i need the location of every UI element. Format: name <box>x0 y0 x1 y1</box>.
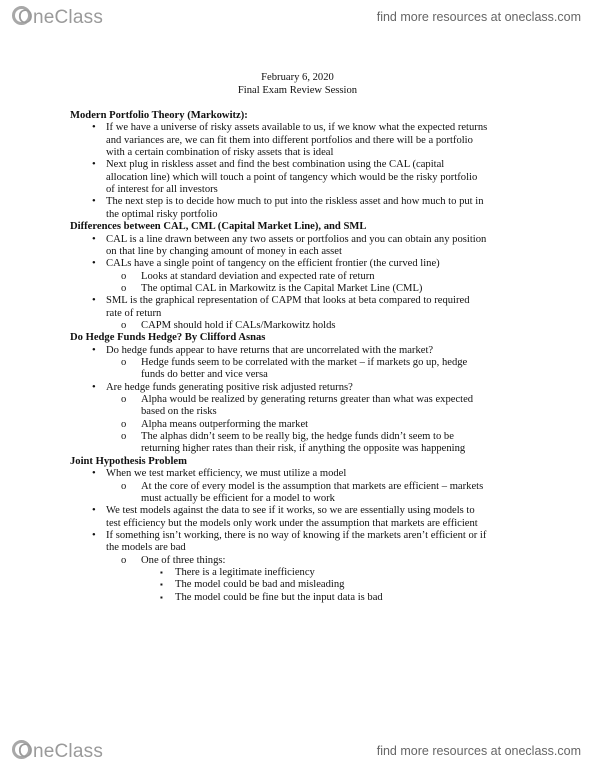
bullet-dot-icon: • <box>92 381 96 393</box>
bullet-dot-icon: • <box>92 159 96 171</box>
bullet-circle-icon: o <box>121 418 127 430</box>
list-item-line: Next plug in riskless asset and find the best combination using the CAL (capital <box>106 159 445 171</box>
doc-date: February 6, 2020 <box>261 72 334 83</box>
footer-oneclass-logo[interactable] <box>12 740 103 763</box>
bullet-square-icon: ▪ <box>160 567 163 577</box>
list-item-line: The next step is to decide how much to put into the riskless asset and how much to put in <box>106 196 484 208</box>
list-item-line: The optimal CAL in Markowitz is the Capital Market Line (CML) <box>141 282 423 294</box>
list-item-line: the models are bad <box>106 542 186 554</box>
list-item-line: allocation line) which will touch a point of tangency which would be the risky portfolio <box>106 171 478 183</box>
bullet-dot-icon: • <box>92 468 96 480</box>
list-item-line: CAL is a line drawn between any two assets or portfolios and you can obtain any position <box>106 233 487 245</box>
list-item-line: rate of return <box>106 307 162 319</box>
doc-title: Final Exam Review Session <box>237 85 358 96</box>
bullet-circle-icon: o <box>121 282 127 294</box>
oneclass-logo[interactable] <box>12 6 103 29</box>
section-heading: Do Hedge Funds Hedge? By Clifford Asnas <box>70 332 266 344</box>
bullet-dot-icon: • <box>92 344 96 356</box>
list-item-line: The model could be fine but the input data is bad <box>175 591 383 603</box>
list-item-line: the optimal risky portfolio <box>106 208 218 220</box>
list-item-line: If something isn’t working, there is no way of knowing if the markets aren’t efficient or if <box>106 529 487 541</box>
bullet-circle-icon: o <box>121 431 127 443</box>
list-item-line: Are hedge funds generating positive risk adjusted returns? <box>106 381 353 393</box>
list-item-line: CAPM should hold if CALs/Markowitz holds <box>141 319 336 331</box>
list-item-line: and variances are, we can fit them into different portfolios and there will be a portfolio <box>106 134 473 146</box>
list-item-line: on that line by changing amount of money in each asset <box>106 245 342 257</box>
header-tagline-link[interactable]: find more resources at oneclass.com <box>376 10 581 24</box>
list-item-line: Do hedge funds appear to have returns that are uncorrelated with the market? <box>106 344 434 356</box>
bullet-circle-icon: o <box>121 357 127 368</box>
bullet-circle-icon: o <box>121 394 127 406</box>
logo-text: OneClass <box>18 7 104 28</box>
bullet-circle-icon: o <box>121 270 127 282</box>
bullet-dot-icon: • <box>92 122 96 134</box>
bullet-square-icon: ▪ <box>160 592 163 602</box>
list-item-line: of interest for all investors <box>106 184 218 196</box>
bullet-circle-icon: o <box>121 319 127 331</box>
list-item-line: Looks at standard deviation and expected rate of return <box>141 270 375 282</box>
list-item-line: with a certain combination of risky assets that is ideal <box>106 147 334 159</box>
list-item-line: One of three things: <box>141 554 226 566</box>
list-item-line: The model could be bad and misleading <box>175 579 345 591</box>
list-item-line: When we test market efficiency, we must utilize a model <box>106 468 347 480</box>
list-item-line: Alpha means outperforming the market <box>141 418 309 430</box>
list-item-line: funds do better and vice versa <box>141 369 268 381</box>
bullet-dot-icon: • <box>92 196 96 208</box>
list-item-line: returning higher rates than their risk, if anything the opposite was happening <box>141 443 466 455</box>
list-item-line: Alpha would be realized by generating returns greater than what was expected <box>141 394 474 406</box>
footer-logo-text: OneClass <box>18 741 104 762</box>
bullet-square-icon: ▪ <box>160 580 163 590</box>
page-footer <box>0 734 595 764</box>
section-heading: Modern Portfolio Theory (Markowitz): <box>70 110 248 121</box>
bullet-dot-icon: • <box>92 529 96 541</box>
bullet-dot-icon: • <box>92 505 96 517</box>
list-item-line: SML is the graphical representation of CAPM that looks at beta compared to required <box>106 295 470 307</box>
section-heading: Differences between CAL, CML (Capital Market Line), and SML <box>70 221 367 233</box>
list-item-line: There is a legitimate inefficiency <box>175 566 315 578</box>
bullet-dot-icon: • <box>92 295 96 307</box>
list-item-line: At the core of every model is the assumption that markets are efficient – markets <box>141 480 484 492</box>
footer-tagline-link[interactable]: find more resources at oneclass.com <box>376 744 581 758</box>
list-item-line: CALs have a single point of tangency on the efficient frontier (the curved line) <box>106 258 440 270</box>
list-item-line: Hedge funds seem to be correlated with the market – if markets go up, hedge <box>141 357 468 368</box>
bullet-dot-icon: • <box>92 233 96 245</box>
list-item-line: test efficiency but the models only work under the assumption that markets are efficient <box>106 517 478 529</box>
bullet-circle-icon: o <box>121 480 127 492</box>
page-header <box>0 0 595 34</box>
bullet-circle-icon: o <box>121 554 127 566</box>
list-item-line: We test models against the data to see if it works, so we are essentially using models to <box>106 505 475 517</box>
list-item-line: If we have a universe of risky assets available to us, if we know what the expected returns <box>106 122 488 134</box>
list-item-line: The alphas didn’t seem to be really big, the hedge funds didn’t seem to be <box>141 431 454 443</box>
list-item-line: based on the risks <box>141 406 217 418</box>
section-heading: Joint Hypothesis Problem <box>70 455 187 467</box>
bullet-dot-icon: • <box>92 258 96 270</box>
list-item-line: must actually be efficient for a model to work <box>141 492 335 504</box>
